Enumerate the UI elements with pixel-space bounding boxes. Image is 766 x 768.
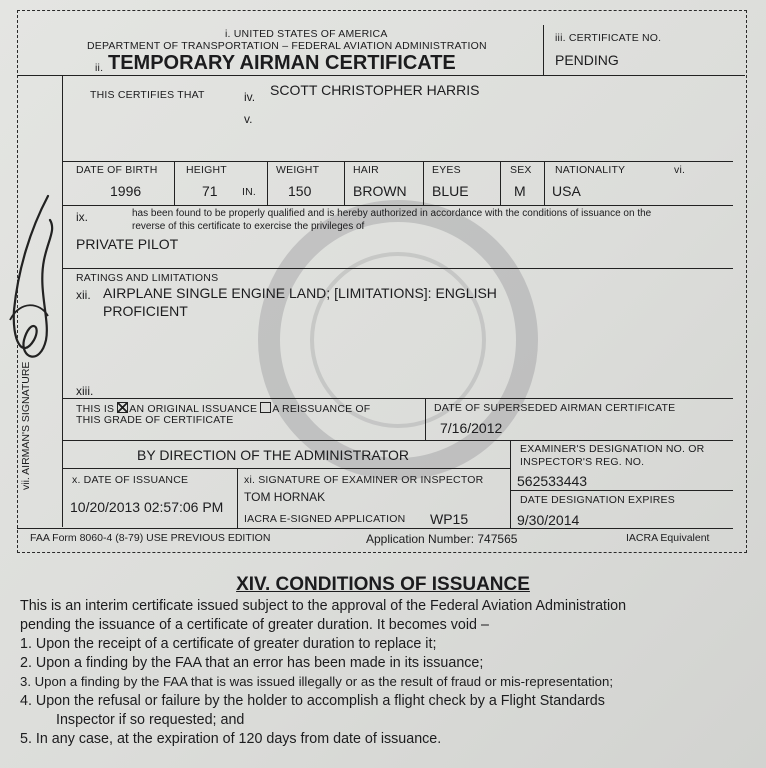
dob-label: DATE OF BIRTH (76, 164, 158, 176)
sex-label: SEX (510, 164, 532, 176)
sex-value: M (514, 183, 526, 199)
conditions-intro-2: pending the issuance of a certificate of greater duration. It becomes void – (20, 617, 489, 633)
height-label: HEIGHT (186, 164, 227, 176)
ratings-line-2: PROFICIENT (103, 303, 188, 319)
cell-divider (510, 440, 511, 528)
superseded-label: DATE OF SUPERSEDED AIRMAN CERTIFICATE (434, 402, 676, 414)
hair-value: BROWN (353, 183, 407, 199)
ratings-label: RATINGS AND LIMITATIONS (76, 272, 219, 284)
country-label: i. UNITED STATES OF AMERICA (225, 28, 388, 40)
iv-label: iv. (244, 90, 256, 104)
designation-expires-value: 9/30/2014 (517, 512, 580, 528)
examiner-divider (510, 490, 733, 491)
reissuance-checkbox (260, 402, 271, 413)
height-value: 71 (202, 183, 218, 199)
height-unit: IN. (242, 186, 257, 198)
ratings-line-1: AIRPLANE SINGLE ENGINE LAND; [LIMITATIONS]: ENGLISH (103, 285, 497, 301)
iacra-code: WP15 (430, 511, 469, 527)
cell-divider (267, 161, 268, 205)
title-prefix: ii. (95, 62, 104, 74)
weight-value: 150 (288, 183, 312, 199)
original-issuance-label: AN ORIGINAL ISSUANCE (129, 403, 258, 415)
cert-no-value: PENDING (555, 52, 619, 68)
form-number: FAA Form 8060-4 (8-79) USE PREVIOUS EDITION (30, 532, 271, 544)
hair-label: HAIR (353, 164, 379, 176)
condition-item-4-line-2: Inspector if so requested; and (56, 712, 245, 728)
cell-divider (544, 161, 545, 205)
cell-divider (174, 161, 175, 205)
eyes-value: BLUE (432, 183, 469, 199)
iacra-equivalent: IACRA Equivalent (626, 532, 710, 544)
qualification-text-1: has been found to be properly qualified and is hereby authorized in accordance with the conditions of issuance on the (132, 208, 652, 219)
superseded-date: 7/16/2012 (440, 420, 503, 436)
privilege-value: PRIVATE PILOT (76, 236, 179, 252)
ix-label: ix. (76, 210, 88, 224)
airman-signature-scrawl (0, 190, 60, 380)
reissuance-label: A REISSUANCE OF (272, 403, 371, 415)
examiner-designation-label-1: EXAMINER'S DESIGNATION NO. OR (520, 443, 705, 455)
header-divider (17, 75, 745, 76)
weight-label: WEIGHT (276, 164, 320, 176)
condition-item-5: 5. In any case, at the expiration of 120 days from date of issuance. (20, 731, 442, 747)
xii-label: xii. (76, 288, 91, 302)
certifies-label: THIS CERTIFIES THAT (90, 89, 205, 101)
examiner-designation-label-2: INSPECTOR'S REG. NO. (520, 456, 645, 468)
conditions-intro-1: This is an interim certificate issued subject to the approval of the Federal Aviation Administration (20, 598, 627, 614)
signature-label: xi. SIGNATURE OF EXAMINER OR INSPECTOR (244, 474, 484, 486)
cell-divider (237, 468, 238, 528)
v-label: v. (244, 112, 253, 126)
privilege-divider (62, 268, 733, 269)
cell-divider (425, 398, 426, 440)
designation-expires-label: DATE DESIGNATION EXPIRES (520, 494, 675, 506)
dob-value: 1996 (110, 183, 142, 199)
cell-divider (344, 161, 345, 205)
signature-column-divider (62, 75, 63, 527)
airman-name: SCOTT CHRISTOPHER HARRIS (270, 82, 480, 98)
cert-no-divider (543, 25, 544, 75)
personal-divider (62, 205, 733, 206)
certificate-title: TEMPORARY AIRMAN CERTIFICATE (108, 52, 456, 74)
examiner-name: TOM HORNAK (244, 490, 326, 504)
airman-signature-label: vii. AIRMAN'S SIGNATURE (20, 361, 32, 490)
conditions-title (0, 574, 766, 596)
name-divider (62, 161, 733, 162)
vi-label: vi. (674, 164, 686, 176)
eyes-label: EYES (432, 164, 461, 176)
xiii-label: xiii. (76, 384, 94, 398)
nationality-value: USA (552, 183, 581, 199)
admin-divider (62, 468, 510, 469)
cell-divider (500, 161, 501, 205)
conditions-title-text: XIV. CONDITIONS OF ISSUANCE (236, 574, 530, 595)
bottom-divider (17, 528, 733, 529)
department-label: DEPARTMENT OF TRANSPORTATION – FEDERAL AVIATION ADMINISTRATION (87, 40, 487, 52)
condition-item-3: 3. Upon a finding by the FAA that is was issued illegally or as the result of fraud or mis-representation; (20, 674, 614, 689)
condition-item-2: 2. Upon a finding by the FAA that an error has been made in its issuance; (20, 655, 484, 671)
grade-label: THIS GRADE OF CERTIFICATE (76, 414, 234, 426)
qualification-text-2: reverse of this certificate to exercise the privileges of (132, 221, 365, 232)
cert-no-label: iii. CERTIFICATE NO. (555, 32, 662, 44)
examiner-designation-value: 562533443 (517, 473, 588, 489)
application-number: Application Number: 747565 (366, 532, 518, 546)
issuance-date-value: 10/20/2013 02:57:06 PM (70, 499, 224, 515)
condition-item-4-line-1: 4. Upon the refusal or failure by the holder to accomplish a flight check by a Flight Standards (20, 693, 605, 709)
iacra-label: IACRA E-SIGNED APPLICATION (244, 513, 406, 525)
direction-label: BY DIRECTION OF THE ADMINISTRATOR (137, 447, 409, 463)
issuance-date-label: x. DATE OF ISSUANCE (72, 474, 189, 486)
cell-divider (423, 161, 424, 205)
original-checkbox-checked (117, 402, 128, 413)
condition-item-1: 1. Upon the receipt of a certificate of greater duration to replace it; (20, 636, 437, 652)
ratings-divider (62, 398, 733, 399)
this-is-label: THIS IS (76, 403, 115, 415)
issuance-divider (62, 440, 733, 441)
nationality-label: NATIONALITY (555, 164, 626, 176)
